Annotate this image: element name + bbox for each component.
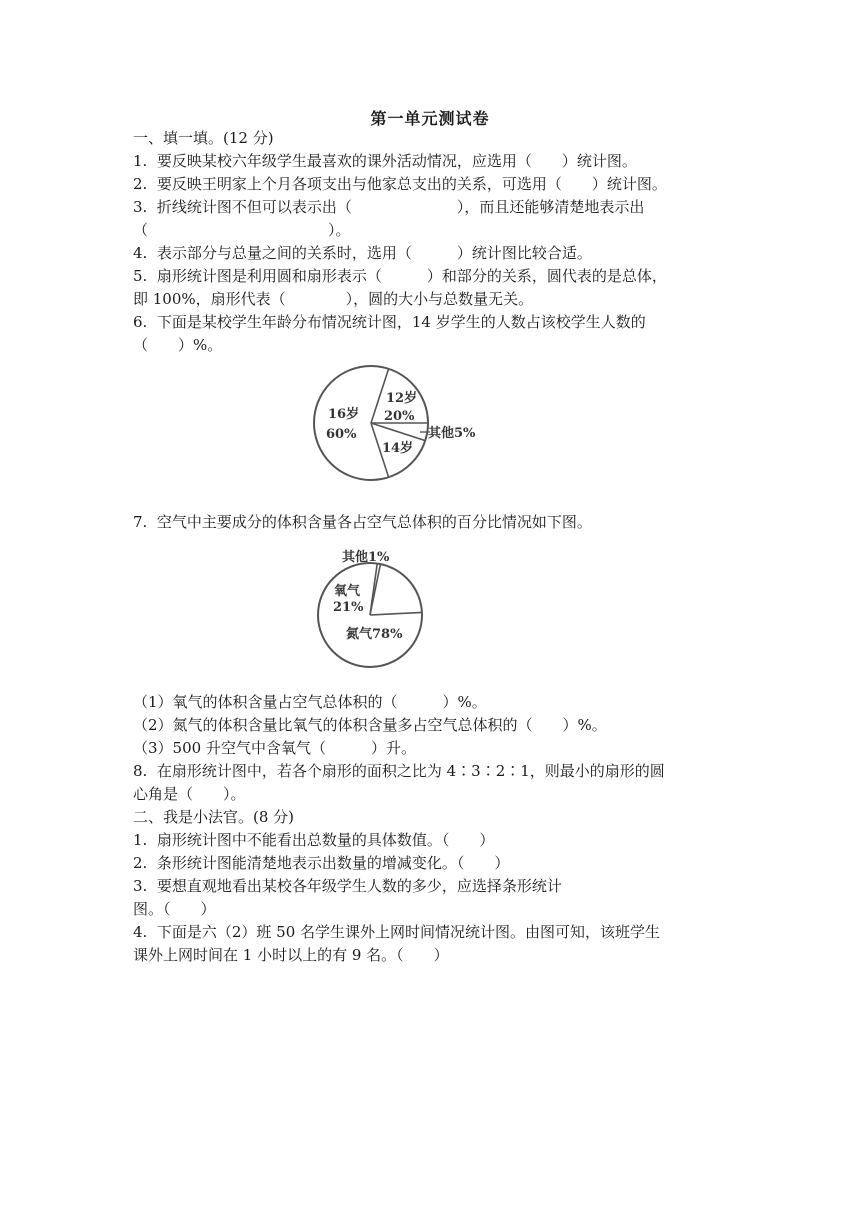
question-1-7-2: （2）氮气的体积含量比氧气的体积含量多占空气总体积的（ ）%。 <box>133 716 607 734</box>
question-2-3: 3. 要想直观地看出某校各年级学生人数的多少，应选择条形统计 <box>133 877 562 895</box>
pie2-slice-boundary-1 <box>370 564 380 615</box>
pie1-label-other: 其他5% <box>428 426 476 441</box>
question-1-6-cont: （ ）%。 <box>133 336 223 354</box>
page-title: 第一单元测试卷 <box>370 109 490 128</box>
question-1-3-cont: （ ）。 <box>133 221 351 239</box>
pie2-value-oxygen: 21% <box>333 600 364 615</box>
pie2-label-oxygen: 氧气 <box>334 584 361 599</box>
question-1-8-cont: 心角是（ ）。 <box>133 785 246 803</box>
question-1-8: 8. 在扇形统计图中，若各个扇形的面积之比为 4∶3∶2∶1，则最小的扇形的圆 <box>133 762 665 780</box>
question-1-6: 6. 下面是某校学生年龄分布情况统计图，14 岁学生的人数占该校学生人数的 <box>133 313 646 331</box>
question-1-7-1: （1）氧气的体积含量占空气总体积的（ ）%。 <box>133 693 487 711</box>
question-1-3: 3. 折线统计图不但可以表示出（ ），而且还能够清楚地表示出 <box>133 198 645 216</box>
pie1-label-16: 16岁 <box>328 407 360 422</box>
question-1-5-cont: 即 100%，扇形代表（ ），圆的大小与总数量无关。 <box>133 290 534 308</box>
section-1-heading: 一、填一填。(12 分) <box>133 129 274 147</box>
pie1-slice-boundary-3 <box>371 423 425 441</box>
pie1-label-12: 12岁 <box>386 391 418 406</box>
question-2-4: 4. 下面是六（2）班 50 名学生课外上网时间情况统计图。由图可知，该班学生 <box>133 923 661 941</box>
question-1-4: 4. 表示部分与总量之间的关系时，选用（ ）统计图比较合适。 <box>133 244 592 262</box>
question-1-7-3: （3）500 升空气中含氧气（ ）升。 <box>133 739 416 757</box>
age-distribution-pie-chart <box>300 360 500 485</box>
question-1-5: 5. 扇形统计图是利用圆和扇形表示（ ）和部分的关系，圆代表的是总体， <box>133 267 667 285</box>
question-2-4-cont: 课外上网时间在 1 小时以上的有 9 名。（ ） <box>133 946 449 964</box>
question-1-2: 2. 要反映王明家上个月各项支出与他家总支出的关系，可选用（ ）统计图。 <box>133 175 667 193</box>
question-1-1: 1. 要反映某校六年级学生最喜欢的课外活动情况，应选用（ ）统计图。 <box>133 152 637 170</box>
question-2-3-cont: 图。（ ） <box>133 900 216 918</box>
question-1-7: 7. 空气中主要成分的体积含量各占空气总体积的百分比情况如下图。 <box>133 513 592 531</box>
question-2-2: 2. 条形统计图能清楚地表示出数量的增减变化。（ ） <box>133 854 510 872</box>
pie1-label-14: 14岁 <box>382 441 414 456</box>
question-2-1: 1. 扇形统计图中不能看出总数量的具体数值。（ ） <box>133 831 495 849</box>
pie1-value-16: 60% <box>326 427 357 442</box>
section-2-heading: 二、我是小法官。(8 分) <box>133 808 295 826</box>
air-composition-pie-chart <box>300 545 450 675</box>
pie2-label-other: 其他1% <box>342 550 390 565</box>
pie2-label-nitrogen: 氮气78% <box>346 627 403 642</box>
pie1-value-12: 20% <box>384 409 415 424</box>
pie2-slice-boundary-2 <box>370 612 422 615</box>
